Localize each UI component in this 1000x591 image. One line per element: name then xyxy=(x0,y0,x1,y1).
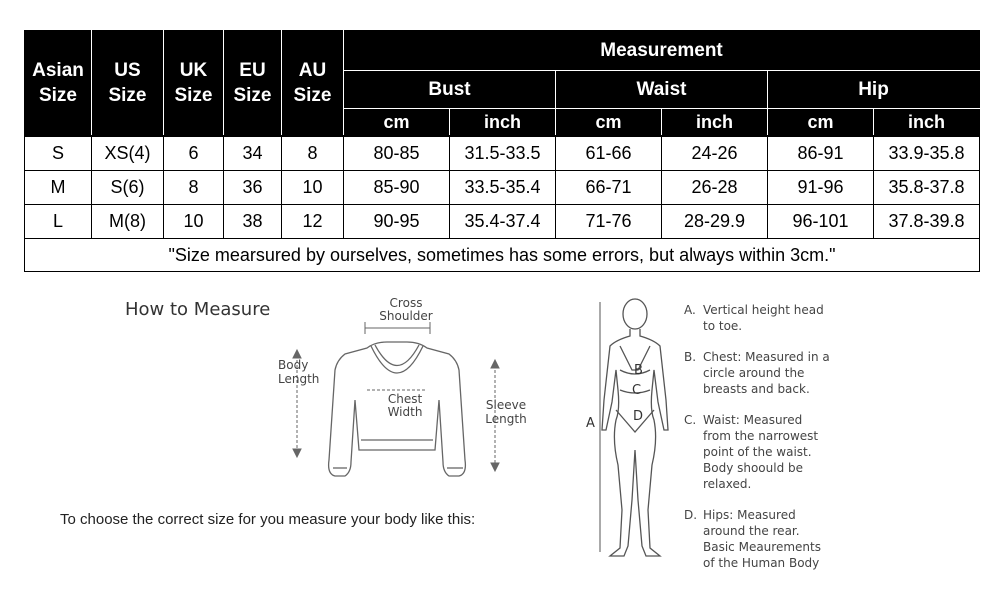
body-figure-icon xyxy=(580,290,680,565)
measure-instruction: To choose the correct size for you measure your body like this: xyxy=(60,511,476,528)
header-waist-cm: cm xyxy=(556,109,662,137)
table-cell: 10 xyxy=(164,205,224,239)
body-label-b: B xyxy=(634,363,643,378)
table-cell: 26-28 xyxy=(662,171,768,205)
table-cell: 36 xyxy=(224,171,282,205)
table-row xyxy=(25,205,980,239)
table-cell: 34 xyxy=(224,136,282,171)
table-cell: 86-91 xyxy=(768,136,874,171)
table-cell: S xyxy=(25,136,92,171)
table-cell: 31.5-33.5 xyxy=(450,136,556,171)
table-cell: L xyxy=(25,205,92,239)
table-cell: 8 xyxy=(164,171,224,205)
table-cell: 96-101 xyxy=(768,205,874,239)
table-cell: 91-96 xyxy=(768,171,874,205)
header-us-size: US Size xyxy=(92,31,164,137)
table-cell: 38 xyxy=(224,205,282,239)
header-bust-inch: inch xyxy=(450,109,556,137)
header-hip-cm: cm xyxy=(768,109,874,137)
table-cell: 35.4-37.4 xyxy=(450,205,556,239)
header-measurement: Measurement xyxy=(344,31,980,71)
header-eu-size: EU Size xyxy=(224,31,282,137)
table-cell: 6 xyxy=(164,136,224,171)
legend-item-b: B. Chest: Measured in a circle around the breasts and back. xyxy=(684,350,830,396)
body-label-c: C xyxy=(632,383,642,398)
header-hip-inch: inch xyxy=(874,109,980,137)
table-cell: 10 xyxy=(282,171,344,205)
table-cell: 61-66 xyxy=(556,136,662,171)
legend-item-d: D. Hips: Measured around the rear. Basic Meaurements of the Human Body xyxy=(684,508,821,570)
header-bust: Bust xyxy=(344,71,556,109)
table-cell: 80-85 xyxy=(344,136,450,171)
table-cell: S(6) xyxy=(92,171,164,205)
table-cell: 33.9-35.8 xyxy=(874,136,980,171)
table-cell: 37.8-39.8 xyxy=(874,205,980,239)
chest-width-label: Chest Width xyxy=(387,392,423,419)
how-to-measure-title: How to Measure xyxy=(125,299,271,320)
table-row xyxy=(25,171,980,205)
size-disclaimer-note: "Size mearsured by ourselves, sometimes has some errors, but always within 3cm." xyxy=(25,239,980,272)
header-bust-cm: cm xyxy=(344,109,450,137)
table-cell: 90-95 xyxy=(344,205,450,239)
table-cell: 12 xyxy=(282,205,344,239)
table-note-row xyxy=(25,239,980,272)
table-cell: M(8) xyxy=(92,205,164,239)
table-cell: M xyxy=(25,171,92,205)
table-row xyxy=(25,136,980,171)
size-chart-table xyxy=(24,30,980,272)
measurement-legend xyxy=(684,302,864,586)
header-hip: Hip xyxy=(768,71,980,109)
sleeve-length-label: Sleeve Length xyxy=(485,398,527,426)
legend-item-c: C. Waist: Measured from the narrowest point of the waist. Body shoould be relaxed. xyxy=(684,413,819,491)
header-waist-inch: inch xyxy=(662,109,768,137)
table-cell: XS(4) xyxy=(92,136,164,171)
table-cell: 71-76 xyxy=(556,205,662,239)
body-label-d: D xyxy=(633,409,644,424)
table-cell: 33.5-35.4 xyxy=(450,171,556,205)
table-cell: 35.8-37.8 xyxy=(874,171,980,205)
header-uk-size: UK Size xyxy=(164,31,224,137)
table-cell: 24-26 xyxy=(662,136,768,171)
table-cell: 28-29.9 xyxy=(662,205,768,239)
cross-shoulder-label: Cross Shoulder xyxy=(379,296,433,323)
header-au-size: AU Size xyxy=(282,31,344,137)
header-asian-size: Asian Size xyxy=(25,31,92,137)
body-label-a: A xyxy=(586,416,595,431)
table-cell: 85-90 xyxy=(344,171,450,205)
header-waist: Waist xyxy=(556,71,768,109)
table-cell: 8 xyxy=(282,136,344,171)
table-cell: 66-71 xyxy=(556,171,662,205)
body-length-label: Body Length xyxy=(278,358,320,386)
legend-item-a: A. Vertical height head to toe. xyxy=(684,303,824,333)
